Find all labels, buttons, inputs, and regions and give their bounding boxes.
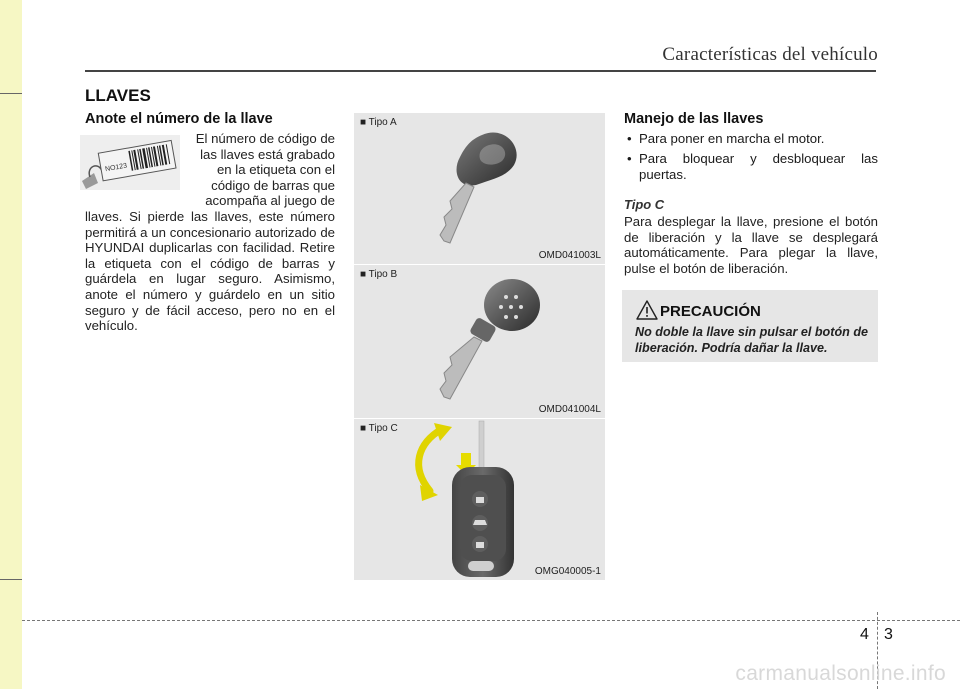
watermark: carmanualsonline.info bbox=[735, 662, 946, 685]
key-panel-type-a bbox=[354, 113, 605, 264]
sidebar-divider bbox=[0, 579, 22, 580]
para-line: El número de código de bbox=[195, 131, 335, 146]
key-type-a-image bbox=[354, 113, 605, 264]
key-panel-type-b bbox=[354, 265, 605, 418]
para-line: código de barras que bbox=[211, 177, 335, 193]
list-item: • Para bloquear y desbloquear las puertas. bbox=[624, 151, 878, 183]
para-line: en la etiqueta con el bbox=[216, 162, 335, 178]
panel-label: ■ Tipo C bbox=[360, 423, 398, 434]
figure-code: OMD041004L bbox=[538, 404, 601, 415]
key-usage-list bbox=[624, 131, 878, 187]
sidebar-strip bbox=[0, 0, 22, 689]
tipo-c-paragraph: Para desplegar la llave, presione el botón de liberación y la llave se desplegará automáticamente. Para plegar la llave, pulse el botón de liberación. bbox=[624, 214, 878, 276]
key-number-heading: Anote el número de la llave bbox=[85, 111, 273, 127]
para-line: acompaña al juego de bbox=[205, 193, 335, 209]
section-title: LLAVES bbox=[85, 86, 151, 105]
chapter-number: 4 bbox=[860, 626, 869, 643]
para-line: las llaves está grabado bbox=[200, 146, 335, 162]
chapter-header: Características del vehículo bbox=[662, 44, 878, 65]
footer-rule bbox=[22, 620, 960, 621]
key-panel-type-c bbox=[354, 419, 605, 580]
caution-title: PRECAUCIÓN bbox=[660, 303, 761, 320]
key-type-b-image bbox=[354, 265, 605, 418]
barcode-tag-image bbox=[80, 135, 180, 190]
figure-code: OMD041003L bbox=[538, 250, 601, 261]
header-rule bbox=[85, 70, 876, 72]
key-handling-heading: Manejo de las llaves bbox=[624, 111, 764, 127]
tag-number-text: NO123 bbox=[104, 162, 128, 174]
key-number-para-lead bbox=[186, 131, 335, 209]
panel-label: ■ Tipo A bbox=[360, 117, 397, 128]
panel-label: ■ Tipo B bbox=[360, 269, 398, 280]
caution-box bbox=[622, 290, 878, 362]
figure-code: OMG040005-1 bbox=[534, 566, 601, 577]
warning-icon bbox=[636, 300, 658, 320]
key-type-c-image bbox=[354, 419, 605, 580]
key-number-para-body: llaves. Si pierde las llaves, este número permitirá a un concesionario autorizado de HYUNDAI duplicarlas con facilidad. Retire la etiqueta con el código de barras y guárdela en lugar seguro. Asimismo, anote el número y guárdelo en un sitio seguro y de fácil acceso, pero no en el vehículo. bbox=[85, 209, 335, 334]
caution-text: No doble la llave sin pulsar el botón de liberación. Podría dañar la llave. bbox=[635, 325, 869, 355]
list-item: • Para poner en marcha el motor. bbox=[624, 131, 878, 147]
page-number: 3 bbox=[884, 626, 893, 643]
tipo-c-heading: Tipo C bbox=[624, 197, 665, 212]
sidebar-divider bbox=[0, 93, 22, 94]
